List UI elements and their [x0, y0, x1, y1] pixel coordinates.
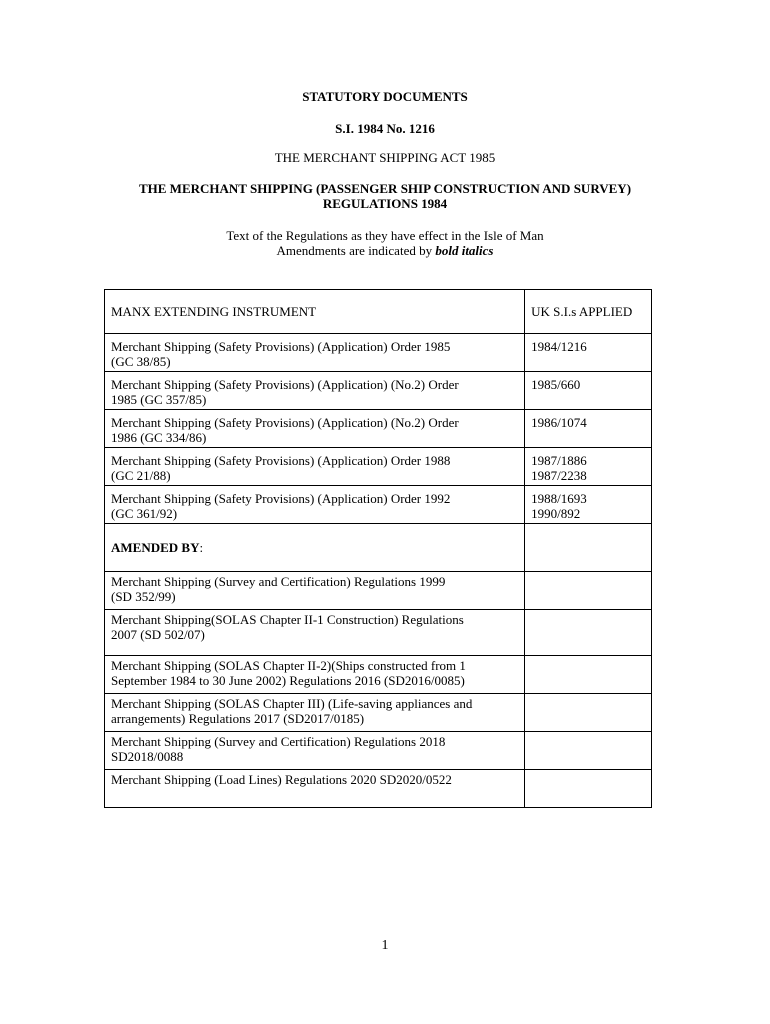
regulations-title-line2: REGULATIONS 1984: [322, 196, 448, 211]
effect-note: Text of the Regulations as they have effect in the Isle of Man: [226, 228, 544, 243]
amended-by-label: AMENDED BY: [111, 540, 200, 555]
amendment-line: Merchant Shipping(SOLAS Chapter II-1 Construction) Regulations: [111, 612, 464, 627]
amendment-row: [105, 732, 652, 770]
uk-si-value: 1988/1693: [531, 491, 587, 506]
instrument-line: 1986 (GC 334/86): [111, 430, 207, 445]
si-number: S.I. 1984 No. 1216: [335, 121, 435, 136]
amendment-line: SD2018/0088: [111, 749, 184, 764]
instrument-line: Merchant Shipping (Safety Provisions) (Application) Order 1988: [111, 453, 451, 468]
uk-si-value: 1987/2238: [531, 468, 587, 483]
regulations-title-line1: THE MERCHANT SHIPPING (PASSENGER SHIP CONSTRUCTION AND SURVEY): [138, 181, 632, 196]
act-title: THE MERCHANT SHIPPING ACT 1985: [274, 150, 496, 165]
instrument-line: Merchant Shipping (Safety Provisions) (Application) (No.2) Order: [111, 415, 459, 430]
instrument-line: Merchant Shipping (Safety Provisions) (Application) (No.2) Order: [111, 377, 459, 392]
amendment-note-text: Amendments are indicated by: [276, 243, 436, 258]
instrument-line: (GC 21/88): [111, 468, 171, 483]
instruments-table: [104, 289, 652, 808]
amendment-note-emphasis: bold italics: [435, 243, 494, 258]
col-header-instrument: MANX EXTENDING INSTRUMENT: [111, 304, 317, 319]
table-row: [105, 334, 652, 372]
amendment-line: 2007 (SD 502/07): [111, 627, 205, 642]
amended-by-colon: :: [199, 540, 204, 555]
instrument-line: Merchant Shipping (Safety Provisions) (Application) Order 1985: [111, 339, 451, 354]
amendment-line: Merchant Shipping (Load Lines) Regulations 2020 SD2020/0522: [111, 772, 452, 787]
instrument-line: (GC 361/92): [111, 506, 178, 521]
amendment-line: Merchant Shipping (SOLAS Chapter III) (Life-saving appliances and: [111, 696, 473, 711]
instrument-line: (GC 38/85): [111, 354, 171, 369]
amendment-note: [0, 243, 770, 258]
doc-series-heading: STATUTORY DOCUMENTS: [302, 89, 468, 104]
amendment-line: Merchant Shipping (Survey and Certification) Regulations 2018: [111, 734, 446, 749]
amendment-line: (SD 352/99): [111, 589, 176, 604]
uk-si-value: 1986/1074: [531, 415, 587, 430]
amendment-line: arrangements) Regulations 2017 (SD2017/0185): [111, 711, 365, 726]
uk-si-value: 1987/1886: [531, 453, 587, 468]
table-row: [105, 372, 652, 410]
amendment-row: [105, 770, 652, 808]
amendment-row: [105, 610, 652, 656]
table-row: [105, 410, 652, 448]
uk-si-value: 1990/892: [531, 506, 581, 521]
amendment-row: [105, 572, 652, 610]
amendment-line: Merchant Shipping (SOLAS Chapter II-2)(Ships constructed from 1: [111, 658, 466, 673]
amendment-row: [105, 694, 652, 732]
amendment-line: Merchant Shipping (Survey and Certification) Regulations 1999: [111, 574, 446, 589]
uk-si-value: 1984/1216: [531, 339, 587, 354]
instrument-line: Merchant Shipping (Safety Provisions) (Application) Order 1992: [111, 491, 451, 506]
col-header-uk-si: UK S.I.s APPLIED: [531, 304, 633, 319]
table-header-row: [105, 290, 652, 334]
table-row: [105, 486, 652, 524]
table-row: [105, 448, 652, 486]
instrument-line: 1985 (GC 357/85): [111, 392, 207, 407]
amendment-row: [105, 656, 652, 694]
uk-si-value: 1985/660: [531, 377, 581, 392]
amendment-line: September 1984 to 30 June 2002) Regulations 2016 (SD2016/0085): [111, 673, 465, 688]
page-number: 1: [381, 938, 389, 953]
amended-by-row: [105, 524, 652, 572]
